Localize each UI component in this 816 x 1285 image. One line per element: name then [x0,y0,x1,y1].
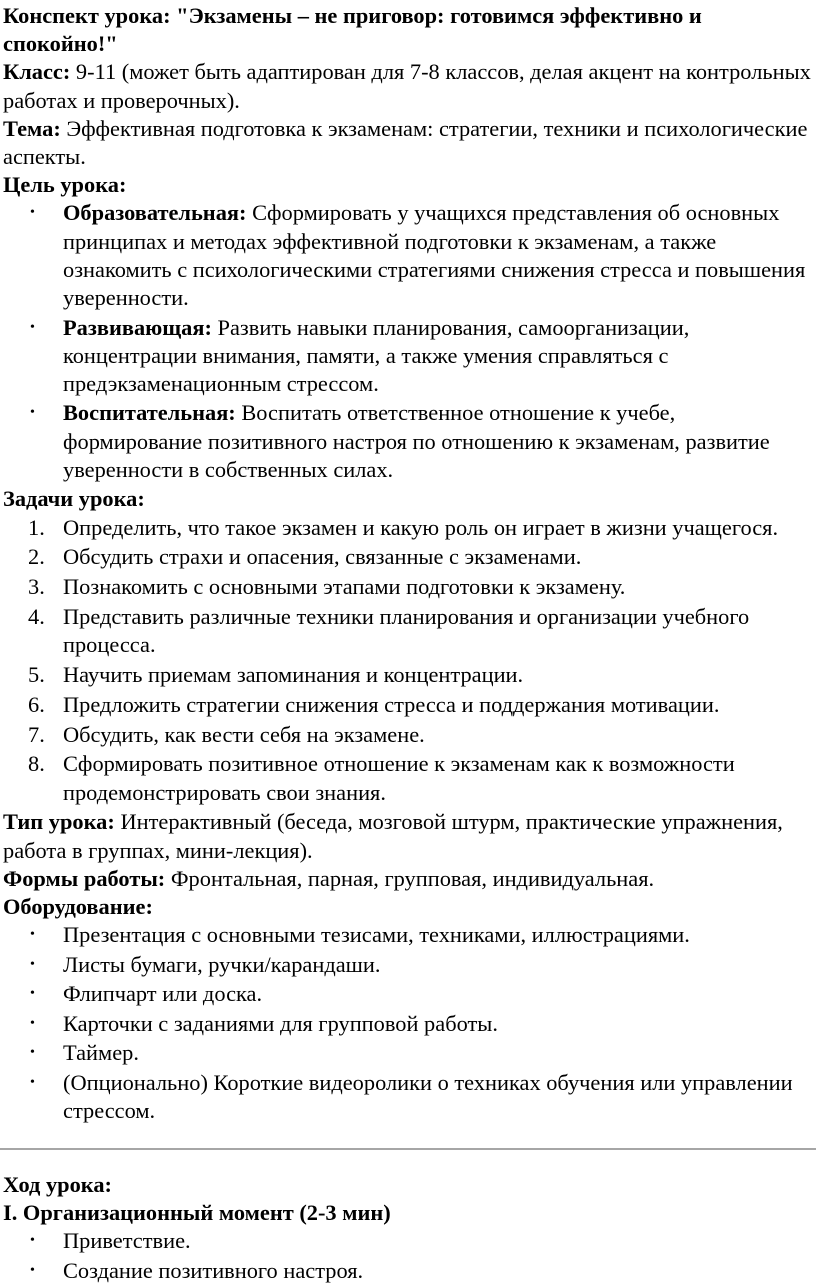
task-item: 8. Сформировать позитивное отношение к экзаменам как к возможности продемонстрировать свои знания. [28,751,735,805]
bullet-icon: • [30,1233,35,1249]
bullet-icon: • [30,956,35,972]
class-info [3,58,816,114]
bullet-icon: • [30,1045,35,1061]
stage-1-title: I. Организационный момент (2-3 мин) [3,1200,391,1226]
lesson-type-value: Интерактивный (беседа, мозговой штурм, практические упражнения, работа в группах, мини-лекция). [3,809,783,863]
class-label: Класс: [3,59,71,85]
class-value: 9-11 (может быть адаптирован для 7-8 классов, делая акцент на контрольных работах и проверочных). [3,59,811,113]
tasks-list [3,514,816,807]
task-item: 4. Представить различные техники планирования и организации учебного процесса. [28,603,750,658]
bullet-icon: • [30,319,35,335]
equipment-item: • Карточки с заданиями для групповой работы. [3,1010,816,1038]
task-item: 7. Обсудить, как вести себя на экзамене. [28,721,425,747]
equipment-item: • (Опционально) Короткие видеоролики о техниках обучения или управлении стрессом. [30,1069,793,1123]
bullet-icon: • [30,986,35,1002]
bullet-icon: • [30,1262,35,1278]
topic-value: Эффективная подготовка к экзаменам: стратегии, техники и психологические аспекты. [3,115,808,170]
bullet-icon: • [30,1074,35,1090]
equipment-item: • Листы бумаги, ручки/карандаши. [3,951,816,979]
stage-1-item: • Создание позитивного настроя. [3,1257,816,1285]
task-item: 3. Познакомить с основными этапами подготовки к экзамену. [28,574,626,600]
equipment-item: • Флипчарт или доска. [3,980,816,1008]
lesson-type-label: Тип урока: [3,809,115,835]
stage-1-item: • Приветствие. [3,1227,816,1255]
bullet-icon: • [30,927,35,943]
equipment-list [3,921,816,1125]
bullet-icon: • [30,405,35,421]
lesson-title: Конспект урока: "Экзамены – не приговор: готовимся эффективно и спокойно!" [3,3,702,57]
equipment-item: • Презентация с основными тезисами, техниками, иллюстрациями. [3,921,816,949]
work-forms [3,865,816,893]
task-item: 5. Научить приемам запоминания и концентрации. [28,661,524,687]
task-item: 1. Определить, что такое экзамен и какую роль он играет в жизни учащегося. [28,514,779,540]
equipment-heading: Оборудование: [3,893,153,919]
stage-1-list [3,1227,816,1285]
goals-list [3,199,816,484]
topic-label: Тема: [3,115,61,141]
task-item: 6. Предложить стратегии снижения стресса и поддержания мотивации. [28,691,720,717]
section-divider [0,1148,816,1150]
progress-heading: Ход урока: [3,1172,113,1198]
tasks-heading: Задачи урока: [3,486,145,512]
topic-info [3,115,816,171]
task-item: 2. Обсудить страхи и опасения, связанные с экзаменами. [28,544,582,570]
equipment-item: • Таймер. [3,1039,816,1067]
goals-heading: Цель урока: [3,172,127,198]
work-forms-value: Фронтальная, парная, групповая, индивидуальная. [165,865,655,891]
goal-item: • Развивающая: Развить навыки планирования, самоорганизации, концентрации внимания, памяти, а также умения справляться с предэкзаменационным стрессом. [30,314,690,396]
goal-item: • Образовательная: Сформировать у учащихся представления об основных принципах и методах эффективной подготовки к экзаменам, а также ознакомить с психологическими стратегиями снижения стресса и повышения уверенности. [30,200,806,311]
goal-item: • Воспитательная: Воспитать ответственное отношение к учебе, формирование позитивного настроя по отношению к экзаменам, развитие уверенности в собственных силах. [30,400,770,482]
bullet-icon: • [30,1015,35,1031]
lesson-type [3,808,816,864]
bullet-icon: • [30,205,35,221]
work-forms-label: Формы работы: [3,865,166,891]
